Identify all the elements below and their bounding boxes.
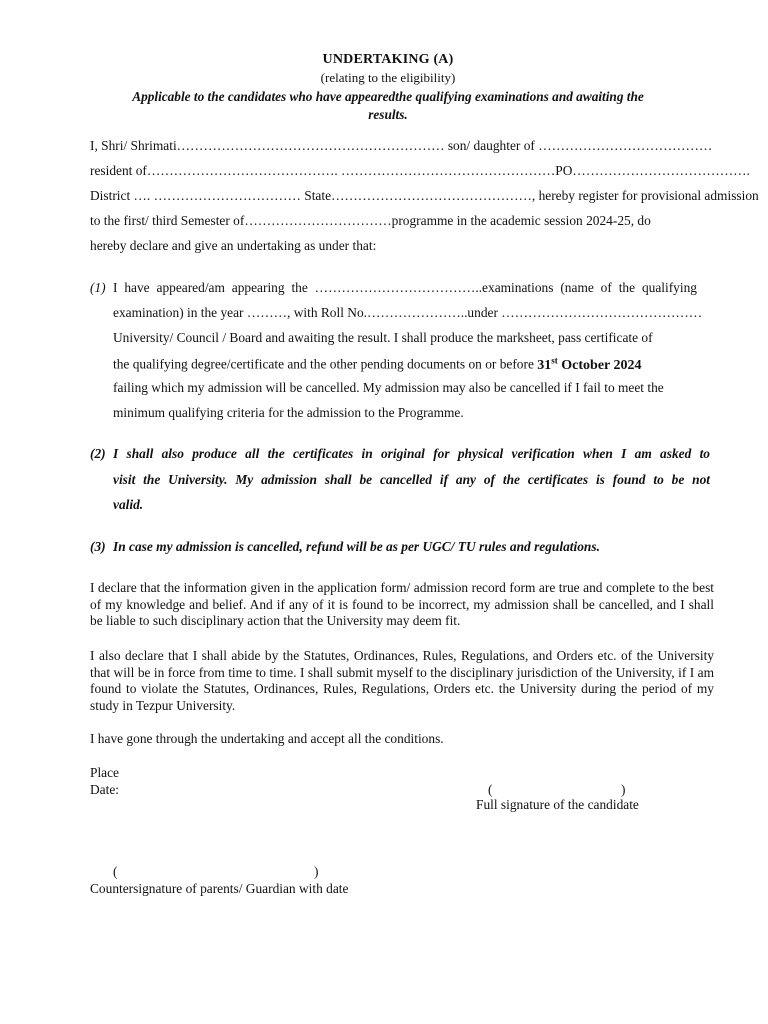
guardian-signature-label: Countersignature of parents/ Guardian with date — [90, 881, 349, 896]
intro-line-residence: resident of……………………………………. …………………………………………PO…………………………………. — [90, 163, 750, 178]
candidate-signature-label: Full signature of the candidate — [476, 797, 639, 812]
declaration-paragraph-1: I declare that the information given in the application form/ admission record form are true and complete to the best of my knowledge and belief. And if any of it is found to be incorrect, my admission shall be cancelled, and I shall be liable to such disciplinary action that the University may deem fit. — [90, 580, 714, 629]
date-label: Date: — [90, 782, 119, 797]
candidate-signature-paren-open: ( — [488, 782, 493, 797]
intro-line-district: District …. …………………………… State………………………………………, hereby register for provisional admission — [90, 188, 759, 203]
item-2-line-2: visit the University. My admission shall be cancelled if any of the certificates is found to be not — [113, 472, 710, 487]
item-2-line-3: valid. — [113, 497, 144, 512]
item-2-number: (2) — [90, 446, 106, 461]
item-3-line-1: In case my admission is cancelled, refund will be as per UGC/ TU rules and regulations. — [113, 539, 600, 554]
guardian-signature-paren-close: ) — [314, 864, 319, 879]
place-label: Place — [90, 765, 119, 780]
applicability-line-2: results. — [368, 107, 408, 122]
item-1-number: (1) — [90, 280, 106, 295]
item-1-deadline-text: the qualifying degree/certificate and the other pending documents on or before — [113, 356, 534, 372]
intro-line-declare: hereby declare and give an undertaking as under that: — [90, 238, 377, 253]
item-1-line-3: University/ Council / Board and awaiting the result. I shall produce the marksheet, pass certificate of — [113, 330, 653, 345]
document-subtitle: (relating to the eligibility) — [320, 70, 456, 85]
item-1-line-4 — [113, 355, 642, 374]
item-3-number: (3) — [90, 539, 106, 554]
item-1-line-6: minimum qualifying criteria for the admission to the Programme. — [113, 405, 464, 420]
declaration-paragraph-2: I also declare that I shall abide by the Statutes, Ordinances, Rules, Regulations, and Orders etc. of the University that will be in force from time to time. I shall submit myself to the disciplinary jurisdiction of the University, if I am found to violate the Statutes, Ordinances, Rules, Regulations, Orders etc. the University during the period of my study in Tezpur University. — [90, 648, 714, 713]
item-1-line-5: failing which my admission will be cancelled. My admission may also be cancelled if I fail to meet the — [113, 380, 664, 395]
guardian-signature-paren-open: ( — [113, 864, 118, 879]
item-1-deadline-date: 31st October 2024 — [537, 355, 642, 373]
item-2-line-1: I shall also produce all the certificates in original for physical verification when I am asked to — [113, 446, 710, 461]
candidate-signature-paren-close: ) — [621, 782, 626, 797]
declaration-paragraph-3: I have gone through the undertaking and accept all the conditions. — [90, 731, 444, 746]
applicability-note — [80, 88, 696, 124]
intro-line-semester: to the first/ third Semester of……………………………programme in the academic session 2024-25, do — [90, 213, 651, 228]
item-1-line-1: I have appeared/am appearing the ………………………………..examinations (name of the qualifying — [113, 280, 697, 295]
applicability-line-1: Applicable to the candidates who have appearedthe qualifying examinations and awaiting the — [132, 89, 644, 104]
item-1-line-2: examination) in the year ………, with Roll No.…………………..under ……………………………………… — [113, 305, 703, 320]
intro-line-name: I, Shri/ Shrimati…………………………………………………… son/ daughter of ………………………………… — [90, 138, 713, 153]
document-title: UNDERTAKING (A) — [322, 52, 454, 67]
